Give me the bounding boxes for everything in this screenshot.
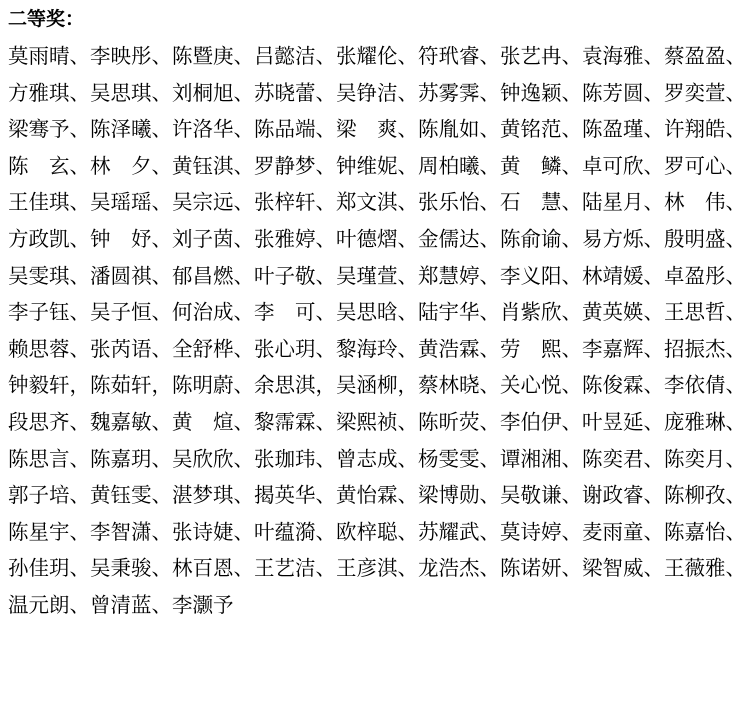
name-line: 陈星宇、李智潇、张诗婕、叶蕴漪、欧梓聪、苏耀武、莫诗婷、麦雨童、陈嘉怡、 [8, 519, 746, 544]
name-line: 梁骞予、陈泽曦、许洛华、陈品端、梁 爽、陈胤如、黄铭范、陈盈瑾、许翔皓、 [8, 117, 746, 142]
name-line: 李子钰、吴子恒、何治成、李 可、吴思晗、陆宇华、肖紫欣、黄英媖、王思哲、 [8, 300, 746, 325]
name-line: 莫雨晴、李映彤、陈暨庚、吕懿洁、张耀伦、符玳睿、张艺冉、袁海雅、蔡盈盈、 [8, 44, 746, 68]
name-line: 郭子培、黄钰雯、湛梦琪、揭英华、黄怡霖、梁博勋、吴敬谦、谢政睿、陈柳孜、 [8, 483, 746, 508]
name-line: 段思齐、魏嘉敏、黄 煊、黎霈霖、梁熙祯、陈昕荧、李伯伊、叶昱延、庞雅琳、 [8, 409, 746, 434]
name-list [8, 38, 748, 624]
name-line: 温元朗、曾清蓝、李灏予 [8, 592, 234, 617]
section-heading: 二等奖： [8, 8, 85, 30]
name-line: 陈 玄、林 夕、黄钰淇、罗静梦、钟维妮、周柏曦、黄 鳞、卓可欣、罗可心、 [8, 153, 746, 178]
name-line: 方雅琪、吴思琪、刘桐旭、苏晓蕾、吴铮洁、苏雾霁、钟逸颖、陈芳圆、罗奕萱、 [8, 80, 746, 105]
name-line: 赖思蓉、张芮语、全舒桦、张心玥、黎海玲、黄浩霖、劳 熙、李嘉辉、招振杰、 [8, 336, 746, 361]
name-line: 吴雯琪、潘圆祺、郁昌燃、叶子敬、吴瑾萱、郑慧婷、李义阳、林靖媛、卓盈彤、 [8, 263, 746, 288]
award-document [8, 0, 748, 624]
name-line: 陈思言、陈嘉玥、吴欣欣、张珈玮、曾志成、杨雯雯、谭湘湘、陈奕君、陈奕月、 [8, 446, 746, 471]
name-line: 钟毅轩，陈茹轩，陈明蔚、余思淇，吴涵柳，蔡林晓、关心悦、陈俊霖、李依倩、 [8, 373, 746, 398]
name-line: 王佳琪、吴瑶瑶、吴宗远、张梓轩、郑文淇、张乐怡、石 慧、陆星月、林 伟、 [8, 190, 746, 215]
name-line: 方政凯、钟 妤、刘子茵、张雅婷、叶德熠、金儒达、陈俞谕、易方烁、殷明盛、 [8, 226, 746, 251]
name-line: 孙佳玥、吴秉骏、林百恩、王艺洁、王彦淇、龙浩杰、陈诺妍、梁智威、王薇雅、 [8, 556, 746, 581]
